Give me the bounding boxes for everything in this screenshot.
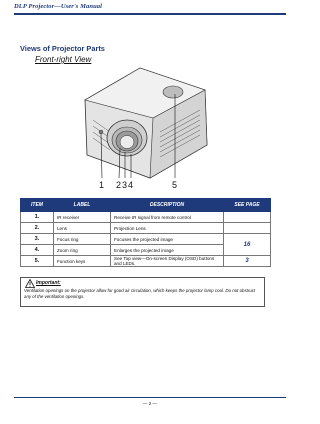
callout-4: 4 bbox=[128, 180, 134, 190]
note-text: Ventilation openings on the projector allow for good air circulation, which keeps the projector lamp cool. Do not obstruct any of the ventilation openings. bbox=[24, 288, 256, 299]
function-keys-pad bbox=[163, 86, 183, 98]
table-row: 1. IR receiver Receive IR signal from remote control bbox=[21, 212, 271, 223]
table-row: 4. Zoom ring Enlarges the projected image bbox=[21, 245, 271, 256]
warning-icon bbox=[25, 279, 35, 288]
lens-glass bbox=[120, 136, 134, 149]
projector-illustration bbox=[65, 60, 215, 190]
footer-rule bbox=[14, 397, 286, 398]
table-row: 5. Function keys See Top view—On-screen Display (OSD) buttons and LEDs. 3 bbox=[21, 256, 271, 267]
running-header: DLP Projector—User's Manual bbox=[14, 3, 103, 10]
page-number: — 2 — bbox=[142, 401, 158, 406]
col-see-page: SEE PAGE bbox=[224, 199, 271, 212]
table-row: 3. Focus ring Focuses the projected image 16 bbox=[21, 234, 271, 245]
col-item: ITEM bbox=[21, 199, 54, 212]
callout-5: 5 bbox=[172, 180, 178, 190]
section-title: Views of Projector Parts bbox=[20, 44, 105, 53]
col-description: DESCRIPTION bbox=[111, 199, 224, 212]
callout-1: 1 bbox=[99, 180, 105, 190]
header-rule bbox=[14, 13, 286, 15]
view-title: Front-right View bbox=[35, 55, 92, 64]
callout-2: 2 bbox=[116, 180, 122, 190]
callout-3: 3 bbox=[122, 180, 128, 190]
important-note bbox=[20, 277, 265, 307]
ir-receiver bbox=[99, 130, 103, 134]
page-link-16[interactable]: 16 bbox=[224, 234, 271, 256]
parts-table bbox=[20, 198, 271, 267]
col-label: LABEL bbox=[54, 199, 111, 212]
note-title: Important: bbox=[36, 280, 61, 286]
page-link-3[interactable]: 3 bbox=[224, 256, 271, 267]
table-row: 2. Lens Projection Lens bbox=[21, 223, 271, 234]
